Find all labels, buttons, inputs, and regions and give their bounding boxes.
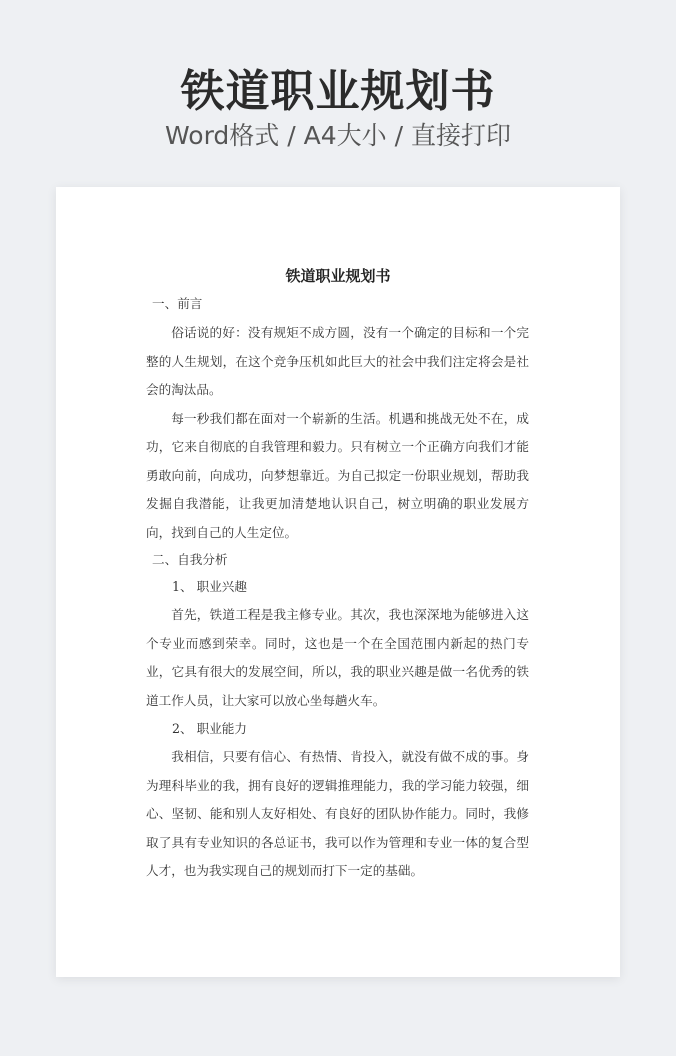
subheading-career-ability: 2、 职业能力	[172, 721, 247, 736]
banner-title: 铁道职业规划书	[180, 66, 496, 117]
paragraph-career-interest: 首先，铁道工程是我主修专业。其次，我也深深地为能够进入这个专业而感到荣幸。同时，这也是一个在全国范围内新起的热门专业，它具有很大的发展空间，所以，我的职业兴趣是做一名优秀的铁道工作人员，让大家可以放心坐每趟火车。	[146, 607, 529, 708]
paragraph-preface-2: 每一秒我们都在面对一个崭新的生活。机遇和挑战无处不在，成功，它来自彻底的自我管理和毅力。只有树立一个正确方向我们才能勇敢向前，向成功，向梦想靠近。为自己拟定一份职业规划，帮助我发掘自我潜能，让我更加清楚地认识自己，树立明确的职业发展方向，找到自己的人生定位。	[146, 410, 529, 540]
subheading-career-interest: 1、 职业兴趣	[172, 579, 247, 594]
document-title: 铁道职业规划书	[285, 267, 391, 285]
paragraph-preface-1: 俗话说的好：没有规矩不成方圆，没有一个确定的目标和一个完整的人生规划，在这个竞争压机如此巨大的社会中我们注定将会是社会的淘汰品。	[146, 325, 529, 397]
document-body	[146, 291, 529, 886]
section-heading-preface: 一、前言	[152, 296, 203, 311]
section-heading-self-analysis: 二、自我分析	[152, 552, 228, 567]
paragraph-career-ability: 我相信，只要有信心、有热情、肯投入，就没有做不成的事。身为理科毕业的我，拥有良好的逻辑推理能力，我的学习能力较强，细心、坚韧、能和别人友好相处、有良好的团队协作能力。同时，我修取了具有专业知识的各总证书，我可以作为管理和专业一体的复合型人才，也为我实现自己的规划而打下一定的基础。	[146, 749, 529, 878]
document-page	[56, 187, 620, 977]
banner-subtitle: Word格式 / A4大小 / 直接打印	[165, 121, 511, 150]
